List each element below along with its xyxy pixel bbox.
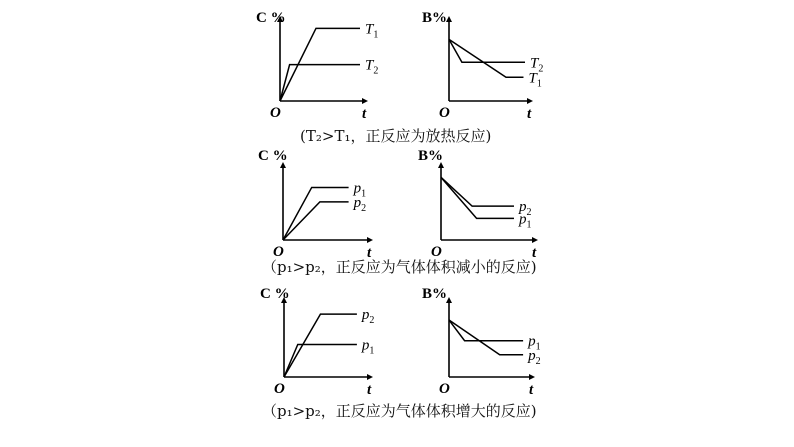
curve-p1	[449, 320, 523, 341]
graph-p6	[422, 286, 541, 398]
x-axis-arrow	[527, 98, 533, 104]
y-axis-label: C %	[260, 286, 290, 302]
curve-p1	[441, 177, 514, 218]
x-axis-label: t	[527, 106, 532, 122]
graph-p5	[260, 286, 374, 398]
origin-label: O	[273, 244, 284, 260]
x-axis-arrow	[367, 237, 373, 243]
graph-p2	[422, 10, 543, 122]
x-axis-arrow	[367, 374, 373, 380]
series-label-T2: $T_2$	[530, 55, 544, 75]
series-label-p2: $p_2$	[361, 307, 375, 327]
y-axis-label: B%	[422, 10, 448, 26]
series-label-p2: $p_2$	[353, 194, 367, 214]
graph-p4	[418, 148, 538, 261]
series-label-p1: $p_1$	[361, 337, 375, 357]
curve-p1	[284, 344, 357, 377]
curve-p1	[283, 187, 349, 240]
y-axis-label: B%	[422, 286, 448, 302]
series-label-p1: $p_1$	[353, 180, 367, 200]
curve-p2	[441, 177, 514, 206]
x-axis-label: t	[367, 245, 372, 261]
x-axis-arrow	[532, 237, 538, 243]
caption-row3: （p₁>p₂，正反应为气体体积增大的反应)	[262, 402, 537, 420]
origin-label: O	[270, 105, 281, 121]
curve-p2	[284, 314, 357, 377]
origin-label: O	[439, 381, 450, 397]
x-axis-label: t	[367, 382, 372, 398]
x-axis-label: t	[532, 245, 537, 261]
caption-row1: (T₂>T₁，正反应为放热反应)	[300, 127, 492, 145]
origin-label: O	[274, 381, 285, 397]
curve-T2	[449, 39, 525, 62]
series-label-T1: $T_1$	[365, 21, 379, 41]
y-axis-label: B%	[418, 148, 444, 164]
x-axis-arrow	[529, 374, 535, 380]
caption-row2: （p₁>p₂，正反应为气体体积减小的反应)	[262, 258, 537, 276]
origin-label: O	[431, 244, 442, 260]
series-label-p1: $p_1$	[518, 211, 532, 231]
graph-p1	[256, 10, 378, 122]
x-axis-arrow	[362, 98, 368, 104]
y-axis-label: C %	[256, 10, 286, 26]
graph-p3	[258, 148, 373, 261]
x-axis-label: t	[362, 106, 367, 122]
series-label-p2: $p_2$	[528, 347, 541, 367]
origin-label: O	[439, 105, 450, 121]
x-axis-label: t	[529, 382, 534, 398]
series-label-p2: $p_2$	[518, 199, 532, 219]
curve-T2	[280, 65, 360, 101]
y-axis-label: C %	[258, 148, 288, 164]
series-label-T1: $T_1$	[528, 70, 542, 90]
series-label-p1: $p_1$	[528, 333, 541, 353]
series-label-T2: $T_2$	[365, 57, 379, 77]
curve-p2	[449, 320, 523, 355]
